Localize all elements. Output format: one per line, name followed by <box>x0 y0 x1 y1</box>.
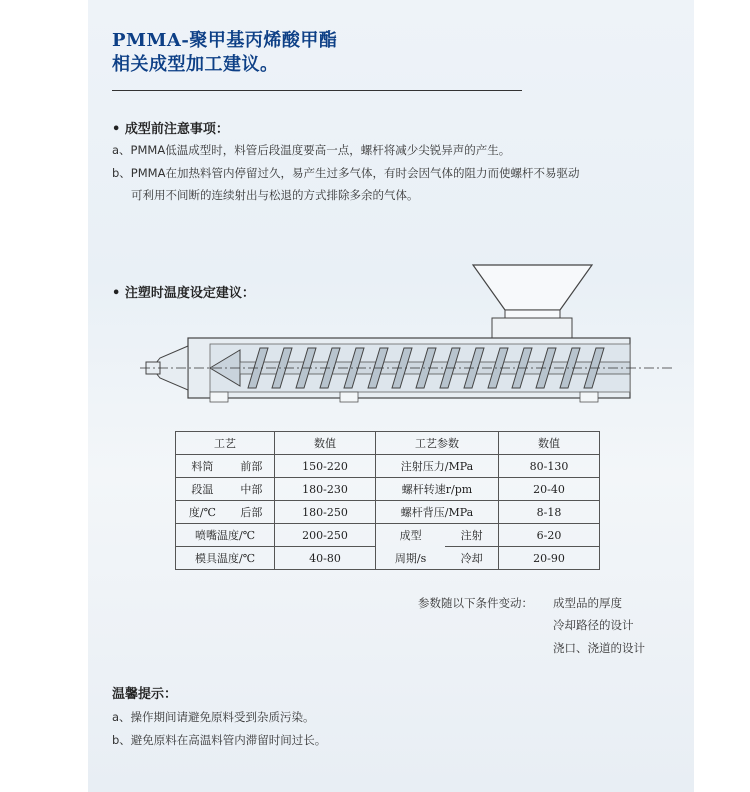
hopper-neck <box>505 310 560 318</box>
barrel-label-2: 段温 <box>176 478 229 501</box>
condition-item-gate: 浇口、浇道的设计 <box>553 641 645 655</box>
barrel-zone-front: 前部 <box>229 455 275 478</box>
condition-item-thickness: 成型品的厚度 <box>553 596 622 610</box>
process-parameter-table <box>175 431 600 570</box>
barrel-label-1: 料筒 <box>176 455 229 478</box>
table-row <box>176 524 600 547</box>
table-row <box>176 501 600 524</box>
table-row <box>176 478 600 501</box>
conditions-lead: 参数随以下条件变动： <box>418 596 533 610</box>
tip-item-a: a、操作期间请避免原料受到杂质污染。 <box>112 710 315 724</box>
param-screw-speed: 螺杆转速r/pm <box>376 478 499 501</box>
tip-item-b: b、避免原料在高温料管内滞留时间过长。 <box>112 733 327 747</box>
temp-setting-heading: • 注塑时温度设定建议： <box>112 286 255 301</box>
cycle-label-2: 周期/s <box>376 547 446 570</box>
feed-throat <box>492 318 572 338</box>
param-injection-pressure-value: 80-130 <box>499 455 600 478</box>
barrel-value-rear: 180-250 <box>275 501 376 524</box>
condition-item-cooling: 冷却路径的设计 <box>553 618 634 632</box>
param-screw-speed-value: 20-40 <box>499 478 600 501</box>
barrel-value-front: 150-220 <box>275 455 376 478</box>
barrel-zone-middle: 中部 <box>229 478 275 501</box>
table-header-process: 工艺 <box>176 432 275 455</box>
cool-label: 冷却 <box>445 547 498 570</box>
title-divider <box>112 90 522 91</box>
page-title-line2: 相关成型加工建议。 <box>112 54 279 75</box>
table-row <box>176 432 600 455</box>
inject-value: 6-20 <box>499 524 600 547</box>
mold-temp-label: 模具温度/℃ <box>176 547 275 570</box>
table-row <box>176 547 600 570</box>
table-header-param: 工艺参数 <box>376 432 499 455</box>
pre-molding-heading: • 成型前注意事项： <box>112 122 229 137</box>
table-header-value: 数值 <box>275 432 376 455</box>
cool-value: 20-90 <box>499 547 600 570</box>
injection-screw-barrel-icon <box>140 262 680 412</box>
nozzle-temp-value: 200-250 <box>275 524 376 547</box>
pre-molding-item-b: b、PMMA在加热料管内停留过久，易产生过多气体，有时会因气体的阻力而使螺杆不易驱动 <box>112 166 580 180</box>
table-header-value-2: 数值 <box>499 432 600 455</box>
table-row <box>176 455 600 478</box>
cycle-label-1: 成型 <box>376 524 446 547</box>
nozzle-temp-label: 喷嘴温度/℃ <box>176 524 275 547</box>
mold-temp-value: 40-80 <box>275 547 376 570</box>
param-back-pressure: 螺杆背压/MPa <box>376 501 499 524</box>
pre-molding-item-a: a、PMMA低温成型时，料管后段温度要高一点，螺杆将减少尖锐异声的产生。 <box>112 143 511 157</box>
tips-heading: 温馨提示： <box>112 687 178 702</box>
barrel-value-middle: 180-230 <box>275 478 376 501</box>
inject-label: 注射 <box>445 524 498 547</box>
pre-molding-item-b-cont: 可利用不间断的连续射出与松退的方式排除多余的气体。 <box>131 188 419 202</box>
param-back-pressure-value: 8-18 <box>499 501 600 524</box>
barrel-label-3: 度/℃ <box>176 501 229 524</box>
hopper-icon <box>473 265 592 310</box>
param-injection-pressure: 注射压力/MPa <box>376 455 499 478</box>
barrel-zone-rear: 后部 <box>229 501 275 524</box>
page-title-line1: PMMA-聚甲基丙烯酸甲酯 <box>112 30 338 51</box>
